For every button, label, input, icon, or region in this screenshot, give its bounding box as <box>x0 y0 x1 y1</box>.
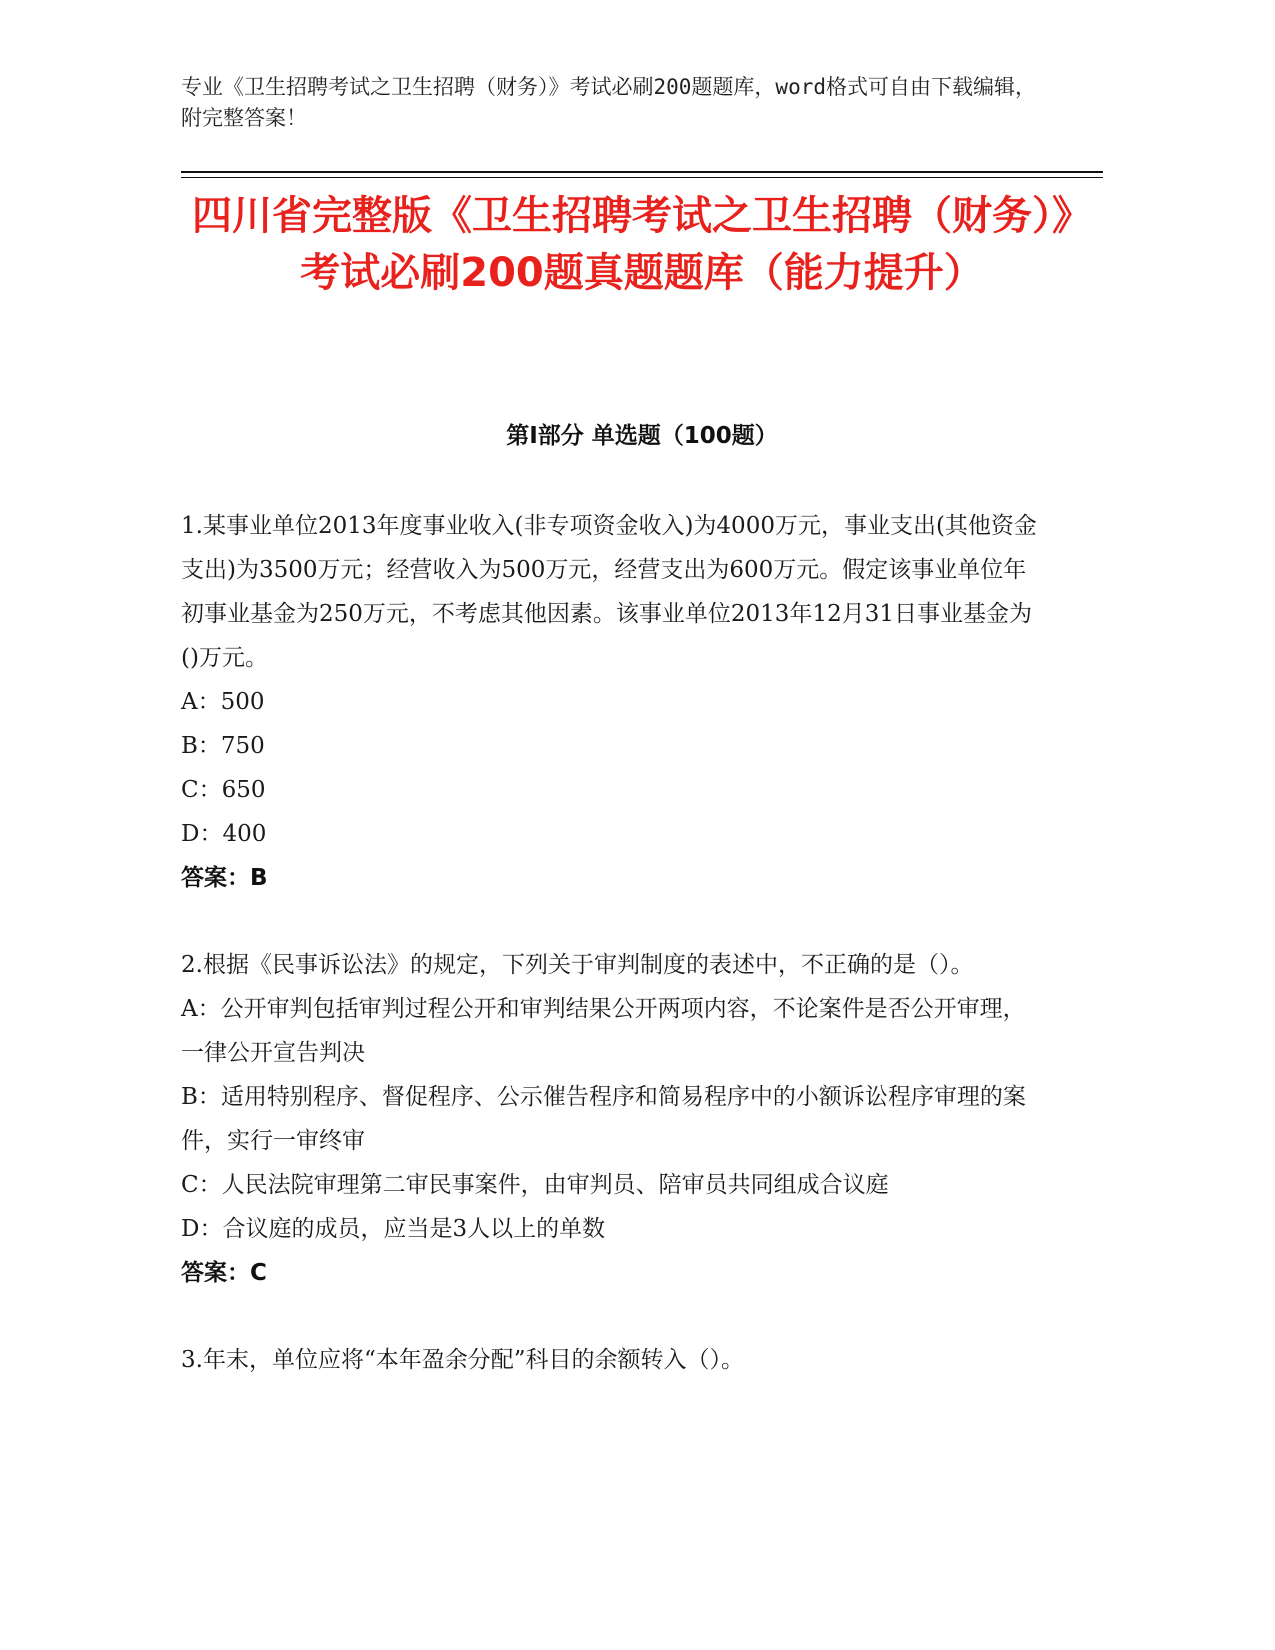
question-text: 1.某事业单位2013年度事业收入(非专项资金收入)为4000万元，事业支出(其他资金支出)为3500万元；经营收入为500万元，经营支出为600万元。假定该事业单位年初事业基金为250万元，不考虑其他因素。该事业单位2013年12月31日事业基金为()万元。 <box>181 513 1037 671</box>
header-note: 专业《卫生招聘考试之卫生招聘（财务）》考试必刷200题题库，word格式可自由下载编辑，附完整答案！ <box>181 75 1036 130</box>
header-divider-thin <box>181 177 1103 178</box>
option-b: B：750 <box>181 733 265 759</box>
question-2 <box>181 943 1041 1295</box>
question-text: 2.根据《民事诉讼法》的规定，下列关于审判制度的表述中，不正确的是（）。 <box>181 952 974 978</box>
option-b: B：适用特别程序、督促程序、公示催告程序和简易程序中的小额诉讼程序审理的案件，实行一审终审 <box>181 1084 1026 1154</box>
option-a: A：公开审判包括审判过程公开和审判结果公开两项内容，不论案件是否公开审理，一律公开宣告判决 <box>181 996 1026 1066</box>
option-c: C：650 <box>181 777 266 803</box>
option-c: C：人民法院审理第二审民事案件，由审判员、陪审员共同组成合议庭 <box>181 1172 889 1198</box>
document-title: 四川省完整版《卫生招聘考试之卫生招聘（财务）》考试必刷200题真题题库（能力提升） <box>192 193 1092 296</box>
answer: 答案：B <box>181 865 268 891</box>
option-d: D：合议庭的成员，应当是3人以上的单数 <box>181 1216 606 1242</box>
option-d: D：400 <box>181 821 267 847</box>
option-a: A：500 <box>181 689 265 715</box>
section-title: 第I部分 单选题（100题） <box>506 423 778 449</box>
answer: 答案：C <box>181 1260 267 1286</box>
question-list <box>181 504 1041 1425</box>
header-divider <box>181 171 1103 173</box>
question-3 <box>181 1338 1041 1382</box>
question-text: 3.年末，单位应将“本年盈余分配”科目的余额转入（）。 <box>181 1347 744 1373</box>
question-1 <box>181 504 1041 900</box>
